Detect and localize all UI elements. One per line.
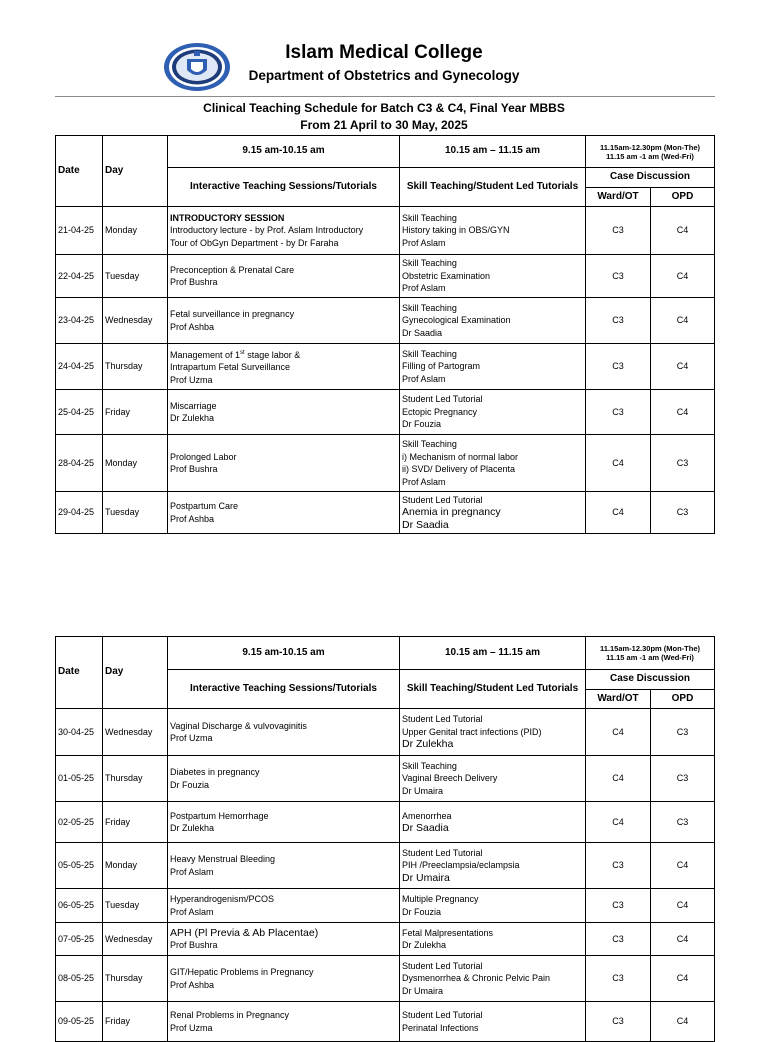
interactive-session-cell: [168, 956, 400, 1002]
skill-line: PIH /Preeclampsia/eclampsia: [402, 860, 520, 871]
session-line: Preconception & Prenatal Care: [170, 264, 295, 275]
date-cell: 05-05-25: [56, 843, 103, 889]
table-row: [56, 492, 715, 534]
ward-ot-cell: C3: [586, 889, 651, 923]
interactive-session-cell: [168, 889, 400, 923]
skill-line: Skill Teaching: [402, 212, 457, 223]
skill-line: Skill Teaching: [402, 258, 457, 269]
slot3-time-header: 11.15am-12.30pm (Mon-The) 11.15 am -1 am (Wed-Fri): [586, 136, 715, 168]
schedule-title: Clinical Teaching Schedule for Batch C3 & C4, Final Year MBBS: [203, 101, 565, 115]
skill-line: Student Led Tutorial: [402, 714, 483, 725]
skill-teaching-cell: [400, 709, 586, 756]
date-cell: 29-04-25: [56, 492, 103, 534]
table-row: [56, 390, 715, 435]
slot2-title-header: Skill Teaching/Student Led Tutorials: [400, 168, 586, 207]
day-header: Day: [103, 136, 168, 207]
date-cell: 25-04-25: [56, 390, 103, 435]
skill-line: Dr Umaira: [402, 871, 450, 884]
opd-cell: C3: [651, 756, 715, 802]
session-line: Intrapartum Fetal Surveillance: [170, 362, 291, 373]
day-cell: Wednesday: [103, 298, 168, 344]
interactive-session-cell: [168, 843, 400, 889]
skill-line: Amenorrhea: [402, 810, 452, 821]
session-line: Prof Ashba: [170, 321, 215, 332]
date-header: Date: [56, 637, 103, 709]
opd-cell: C4: [651, 956, 715, 1002]
date-cell: 08-05-25: [56, 956, 103, 1002]
interactive-session-cell: [168, 492, 400, 534]
day-header: Day: [103, 637, 168, 709]
session-line: Prof Uzma: [170, 374, 213, 385]
ward-ot-cell: C3: [586, 923, 651, 956]
session-line: GIT/Hepatic Problems in Pregnancy: [170, 967, 314, 977]
skill-line: Student Led Tutorial: [402, 847, 483, 858]
case-discussion-header: Case Discussion: [586, 670, 715, 690]
skill-teaching-cell: [400, 207, 586, 255]
skill-line: Upper Genital tract infections (PID): [402, 726, 542, 737]
skill-line: Ectopic Pregnancy: [402, 406, 478, 417]
table-row: [56, 802, 715, 843]
session-line: Prof Bushra: [170, 940, 218, 950]
interactive-session-cell: [168, 802, 400, 843]
skill-line: Dr Saadia: [402, 327, 443, 338]
date-cell: 07-05-25: [56, 923, 103, 956]
opd-header: OPD: [651, 188, 715, 207]
ward-ot-cell: C3: [586, 390, 651, 435]
skill-line: Prof Aslam: [402, 237, 446, 248]
skill-line: Gynecological Examination: [402, 315, 511, 326]
slot1-time-header: 9.15 am-10.15 am: [168, 637, 400, 670]
day-cell: Thursday: [103, 956, 168, 1002]
session-line: Postpartum Care: [170, 501, 239, 511]
table-row: [56, 756, 715, 802]
college-name: Islam Medical College: [285, 42, 483, 63]
date-cell: 21-04-25: [56, 207, 103, 255]
skill-line: Fetal Malpresentations: [402, 927, 494, 938]
opd-cell: C4: [651, 390, 715, 435]
slot1-title-header: Interactive Teaching Sessions/Tutorials: [168, 168, 400, 207]
skill-line: Perinatal Infections: [402, 1022, 479, 1033]
skill-line: Filling of Partogram: [402, 361, 481, 372]
date-cell: 09-05-25: [56, 1002, 103, 1042]
skill-teaching-cell: [400, 889, 586, 923]
table-row: [56, 923, 715, 956]
skill-line: Dr Saadia: [402, 822, 449, 834]
date-header: Date: [56, 136, 103, 207]
session-line: Dr Zulekha: [170, 823, 215, 833]
table-row: [56, 207, 715, 255]
skill-teaching-cell: [400, 1002, 586, 1042]
skill-line: Student Led Tutorial: [402, 960, 483, 971]
table-row: [56, 344, 715, 390]
day-cell: Friday: [103, 390, 168, 435]
skill-line: Dr Umaira: [402, 785, 444, 796]
day-cell: Wednesday: [103, 923, 168, 956]
skill-line: Vaginal Breech Delivery: [402, 773, 498, 784]
date-cell: 01-05-25: [56, 756, 103, 802]
day-cell: Tuesday: [103, 492, 168, 534]
session-line: INTRODUCTORY SESSION: [170, 212, 285, 223]
date-cell: 30-04-25: [56, 709, 103, 756]
opd-cell: C3: [651, 709, 715, 756]
day-cell: Friday: [103, 802, 168, 843]
opd-header: OPD: [651, 690, 715, 709]
skill-line: History taking in OBS/GYN: [402, 225, 510, 236]
session-line: Prof Ashba: [170, 513, 215, 524]
interactive-session-cell: [168, 923, 400, 956]
session-line: Prof Bushra: [170, 464, 218, 474]
case-discussion-header: Case Discussion: [586, 168, 715, 188]
session-line: Dr Fouzia: [170, 779, 210, 790]
day-cell: Tuesday: [103, 255, 168, 298]
interactive-session-cell: [168, 390, 400, 435]
skill-line: Dysmenorrhea & Chronic Pelvic Pain: [402, 973, 551, 984]
opd-cell: C3: [651, 435, 715, 492]
session-line: Renal Problems in Pregnancy: [170, 1010, 290, 1020]
skill-teaching-cell: [400, 435, 586, 492]
skill-line: ii) SVD/ Delivery of Placenta: [402, 464, 516, 474]
skill-line: Skill Teaching: [402, 439, 457, 449]
skill-teaching-cell: [400, 802, 586, 843]
session-line: Miscarriage: [170, 400, 217, 411]
opd-cell: C4: [651, 207, 715, 255]
day-cell: Monday: [103, 435, 168, 492]
ward-ot-cell: C4: [586, 492, 651, 534]
slot1-title-header: Interactive Teaching Sessions/Tutorials: [168, 670, 400, 709]
interactive-session-cell: [168, 298, 400, 344]
ward-ot-cell: C3: [586, 207, 651, 255]
ward-ot-cell: C3: [586, 1002, 651, 1042]
skill-line: i) Mechanism of normal labor: [402, 451, 519, 462]
session-line: Management of 1st stage labor &: [170, 349, 301, 360]
opd-cell: C4: [651, 1002, 715, 1042]
slot2-time-header: 10.15 am – 11.15 am: [400, 637, 586, 670]
table-row: [56, 435, 715, 492]
slot1-time-header: 9.15 am-10.15 am: [168, 136, 400, 168]
skill-teaching-cell: [400, 492, 586, 534]
interactive-session-cell: [168, 207, 400, 255]
skill-line: Multiple Pregnancy: [402, 894, 479, 904]
day-cell: Monday: [103, 843, 168, 889]
session-line: Prof Aslam: [170, 866, 214, 877]
opd-cell: C4: [651, 255, 715, 298]
ward-ot-cell: C3: [586, 255, 651, 298]
table-row: [56, 255, 715, 298]
schedule-date-range: From 21 April to 30 May, 2025: [300, 118, 468, 132]
date-cell: 23-04-25: [56, 298, 103, 344]
date-cell: 06-05-25: [56, 889, 103, 923]
interactive-session-cell: [168, 344, 400, 390]
day-cell: Thursday: [103, 344, 168, 390]
session-line: Vaginal Discharge & vulvovaginitis: [170, 720, 307, 731]
date-cell: 28-04-25: [56, 435, 103, 492]
schedule-table-1: [55, 135, 715, 534]
opd-cell: C4: [651, 344, 715, 390]
skill-line: Student Led Tutorial: [402, 494, 483, 505]
ward-ot-cell: C3: [586, 298, 651, 344]
skill-teaching-cell: [400, 344, 586, 390]
day-cell: Wednesday: [103, 709, 168, 756]
session-line: Heavy Menstrual Bleeding: [170, 854, 276, 864]
day-cell: Friday: [103, 1002, 168, 1042]
interactive-session-cell: [168, 435, 400, 492]
skill-line: Anemia in pregnancy: [402, 506, 501, 519]
table-row: [56, 1002, 715, 1042]
table-row: [56, 298, 715, 344]
slot2-time-header: 10.15 am – 11.15 am: [400, 136, 586, 168]
ward-ot-cell: C4: [586, 709, 651, 756]
day-cell: Thursday: [103, 756, 168, 802]
skill-line: Dr Zulekha: [402, 940, 447, 950]
skill-teaching-cell: [400, 756, 586, 802]
ward-ot-cell: C4: [586, 435, 651, 492]
session-line: Prof Ashba: [170, 979, 215, 990]
table-row: [56, 889, 715, 923]
ward-ot-header: Ward/OT: [586, 690, 651, 709]
skill-line: Student Led Tutorial: [402, 1010, 483, 1020]
table-row: [56, 709, 715, 756]
skill-line: Dr Fouzia: [402, 906, 442, 917]
session-line: Hyperandrogenism/PCOS: [170, 894, 275, 904]
skill-line: Prof Aslam: [402, 476, 446, 487]
session-line: APH (Pl Previa & Ab Placentae): [170, 926, 319, 939]
skill-teaching-cell: [400, 298, 586, 344]
date-cell: 02-05-25: [56, 802, 103, 843]
session-line: Dr Zulekha: [170, 413, 215, 423]
document-header: [0, 0, 768, 100]
interactive-session-cell: [168, 709, 400, 756]
skill-line: Dr Umaira: [402, 985, 444, 996]
skill-teaching-cell: [400, 956, 586, 1002]
table-row: [56, 956, 715, 1002]
skill-line: Dr Zulekha: [402, 738, 454, 751]
session-line: Diabetes in pregnancy: [170, 767, 260, 777]
session-line: Fetal surveillance in pregnancy: [170, 309, 295, 319]
session-line: Introductory lecture - by Prof. Aslam Introductory: [170, 225, 364, 236]
day-cell: Tuesday: [103, 889, 168, 923]
opd-cell: C4: [651, 298, 715, 344]
interactive-session-cell: [168, 1002, 400, 1042]
skill-line: Dr Fouzia: [402, 419, 442, 430]
skill-line: Skill Teaching: [402, 348, 457, 359]
skill-line: Student Led Tutorial: [402, 394, 483, 405]
session-line: Prof Uzma: [170, 733, 213, 743]
ward-ot-cell: C4: [586, 756, 651, 802]
skill-line: Skill Teaching: [402, 760, 457, 771]
slot2-title-header: Skill Teaching/Student Led Tutorials: [400, 670, 586, 709]
department-name: Department of Obstetrics and Gynecology: [248, 68, 520, 83]
session-line: Postpartum Hemorrhage: [170, 810, 269, 821]
table-row: [56, 843, 715, 889]
schedule-table-2: [55, 636, 715, 1042]
skill-line: Prof Aslam: [402, 373, 446, 384]
ward-ot-cell: C3: [586, 344, 651, 390]
header-divider: [55, 96, 715, 97]
date-cell: 24-04-25: [56, 344, 103, 390]
skill-teaching-cell: [400, 843, 586, 889]
session-line: Prof Aslam: [170, 906, 214, 917]
skill-teaching-cell: [400, 390, 586, 435]
ward-ot-cell: C3: [586, 843, 651, 889]
opd-cell: C4: [651, 843, 715, 889]
opd-cell: C4: [651, 923, 715, 956]
skill-line: Skill Teaching: [402, 302, 457, 313]
session-line: Tour of ObGyn Department - by Dr Faraha: [170, 237, 339, 248]
session-line: Prof Bushra: [170, 277, 218, 287]
interactive-session-cell: [168, 255, 400, 298]
skill-line: Dr Saadia: [402, 518, 449, 531]
skill-teaching-cell: [400, 923, 586, 956]
opd-cell: C4: [651, 889, 715, 923]
ward-ot-cell: C3: [586, 956, 651, 1002]
skill-teaching-cell: [400, 255, 586, 298]
session-line: Prolonged Labor: [170, 451, 237, 462]
session-line: Prof Uzma: [170, 1022, 213, 1033]
day-cell: Monday: [103, 207, 168, 255]
opd-cell: C3: [651, 802, 715, 843]
slot3-time-header: 11.15am-12.30pm (Mon-The) 11.15 am -1 am (Wed-Fri): [586, 637, 715, 670]
ward-ot-cell: C4: [586, 802, 651, 843]
interactive-session-cell: [168, 756, 400, 802]
date-cell: 22-04-25: [56, 255, 103, 298]
skill-line: Prof Aslam: [402, 283, 446, 294]
opd-cell: C3: [651, 492, 715, 534]
ward-ot-header: Ward/OT: [586, 188, 651, 207]
skill-line: Obstetric Examination: [402, 270, 491, 281]
